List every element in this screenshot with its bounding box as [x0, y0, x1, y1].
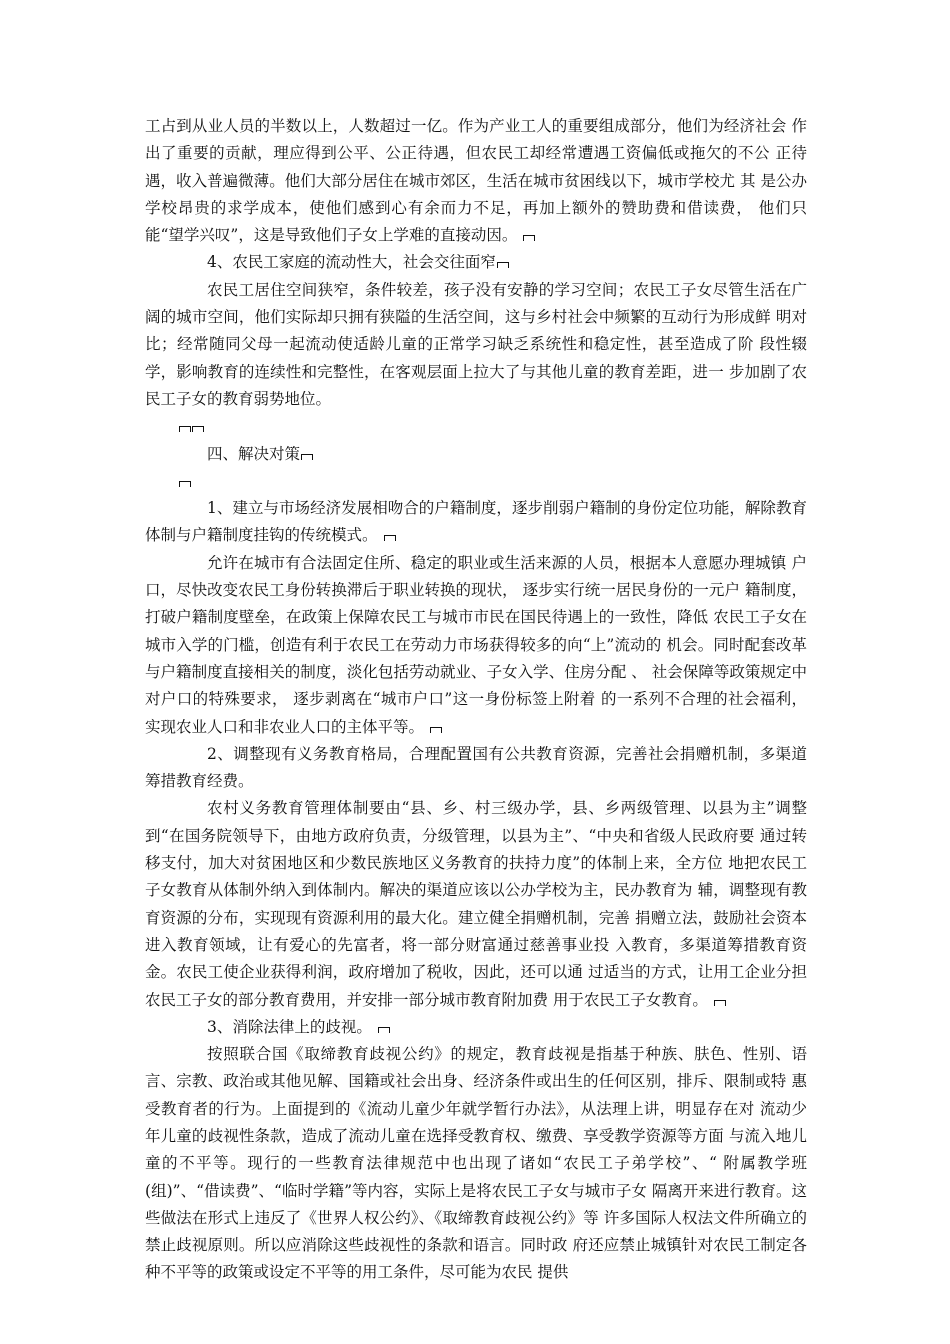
paragraph-text: 1、建立与市场经济发展相吻合的户籍制度，逐步削弱户籍制的身份定位功能，解除教育 体制与户籍制度挂钩的传统模式。	[145, 499, 807, 545]
paragraph	[145, 495, 807, 550]
paragraph-mark-icon	[384, 535, 396, 541]
paragraph	[145, 550, 807, 741]
paragraph-text: 允许在城市有合法固定住所、稳定的职业或生活来源的人员，根据本人意愿办理城镇 户口，尽快改变农民工身份转换滞后于职业转换的现状， 逐步实行统一居民身份的一元户 籍制度，打破户籍制度壁垒，在政策上保障农民工与城市市民在国民待遇上的一致性，降低 农民工子女在城市入学的门槛，创造有利于农民工在劳动力市场获得较多的向“上”流动的 机会。同时配套改革与户籍制度直接相关的制度，淡化包括劳动就业、子女入学、住房分配 、 社会保障等政策规定中对户口的特殊要求， 逐步剥离在“城市户口”这一身份标签上附着 的一系列不合理的社会福利， 实现农业人口和非农业人口的主体平等。	[145, 553, 807, 736]
paragraph-text: 农民工居住空间狭窄，条件较差，孩子没有安静的学习空间；农民工子女尽管生活在广 阔的城市空间，他们实际却只拥有狭隘的生活空间，这与乡村社会中频繁的互动行为形成鲜 明对比；经常随同父母一起流动使适龄儿童的正常学习缺乏系统性和稳定性，甚至造成了阶 段性辍学，影响教育的连续性和完整性，在客观层面上拉大了与其他儿童的教育差距，进一 步加剧了农民工子女的教育弱势地位。	[145, 280, 807, 408]
paragraph-text: 2、调整现有义务教育格局，合理配置国有公共教育资源，完善社会捐赠机制，多渠道 筹措教育经费。	[145, 744, 807, 791]
paragraph-text: 农村义务教育管理体制要由“县、乡、村三级办学，县、乡两级管理、以县为主”调整 到“在国务院领导下，由地方政府负责，分级管理，以县为主”、“中央和省级人民政府要 通过转移支付，加大对贫困地区和少数民族地区义务教育的扶持力度”的体制上来，全方位 地把农民工子女教育从体制外纳入到体制内。解决的渠道应该以公办学校为主，民办教育为 辅，调整现有教育资源的分布，实现现有资源利用的最大化。建立健全捐赠机制，完善 捐赠立法，鼓励社会资本进入教育领域，让有爱心的先富者，将一部分财富通过慈善事业投 入教育，多渠道筹措教育资金。农民工使企业获得利润，政府增加了税收，因此，还可以通 过适当的方式，让用工企业分担农民工子女的部分教育费用，并安排一部分城市教育附加费 用于农民工子女教育。	[145, 799, 807, 1009]
heading-text: 四、解决对策	[207, 444, 301, 463]
paragraph-mark-icon	[714, 1000, 726, 1006]
paragraph-text: 工占到从业人员的半数以上，人数超过一亿。作为产业工人的重要组成部分，他们为经济社会 作出了重要的贡献，理应得到公平、公正待遇，但农民工却经常遭遇工资偏低或拖欠的不公 正待遇，收入普遍微薄。他们大部分居住在城市郊区，生活在城市贫困线以下，城市学校尤 其 是公办学校昂贵的求学成本，使他们感到心有余而力不足，再加上额外的赞助费和借读费， 他们只能“望学兴叹”，这是导致他们子女上学难的直接动因。	[145, 117, 807, 245]
section-heading	[145, 441, 807, 468]
heading-text: 4、农民工家庭的流动性大，社会交往面窄	[207, 253, 496, 272]
heading-text: 3、消除法律上的歧视。	[207, 1017, 372, 1036]
section-heading	[145, 249, 807, 276]
paragraph-mark-icon	[497, 262, 509, 268]
paragraph-mark-icon	[179, 426, 191, 432]
empty-paragraph	[145, 468, 807, 495]
paragraph-mark-icon	[179, 481, 191, 487]
empty-paragraph	[145, 413, 807, 440]
paragraph	[145, 741, 807, 796]
paragraph-mark-icon	[192, 426, 204, 432]
paragraph-mark-icon	[523, 235, 535, 241]
paragraph	[145, 1041, 807, 1287]
paragraph-text: 按照联合国《取缔教育歧视公约》的规定，教育歧视是指基于种族、肤色、性别、语言、宗教、政治或其他见解、国籍或社会出身、经济条件或出生的任何区别，排斥、限制或特 惠受教育者的行为。上面提到的《流动儿童少年就学暂行办法》，从法理上讲，明显存在对 流动少年儿童的歧视性条款，造成了流动儿童在选择受教育权、缴费、享受教学资源等方面 与流入地儿童的不平等。现行的一些教育法律规范中也出现了诸如“农民工子弟学校”、“ 附属教学班(组)”、“借读费”、“临时学籍”等内容，实际上是将农民工子女与城市子女 隔离开来进行教育。这些做法在形式上违反了《世界人权公约》、《取缔教育歧视公约》等 许多国际人权法文件所确立的禁止歧视原则。所以应消除这些歧视性的条款和语言。同时政 府还应禁止城镇针对农民工制定各种不平等的政策或设定不平等的用工条件，尽可能为农民 提供	[145, 1045, 807, 1282]
section-heading	[145, 1014, 807, 1041]
paragraph-mark-icon	[301, 454, 313, 460]
document-page	[145, 113, 807, 1287]
paragraph-mark-icon	[378, 1027, 390, 1033]
paragraph	[145, 113, 807, 249]
paragraph	[145, 277, 807, 413]
paragraph	[145, 795, 807, 1013]
paragraph-mark-icon	[430, 727, 442, 733]
